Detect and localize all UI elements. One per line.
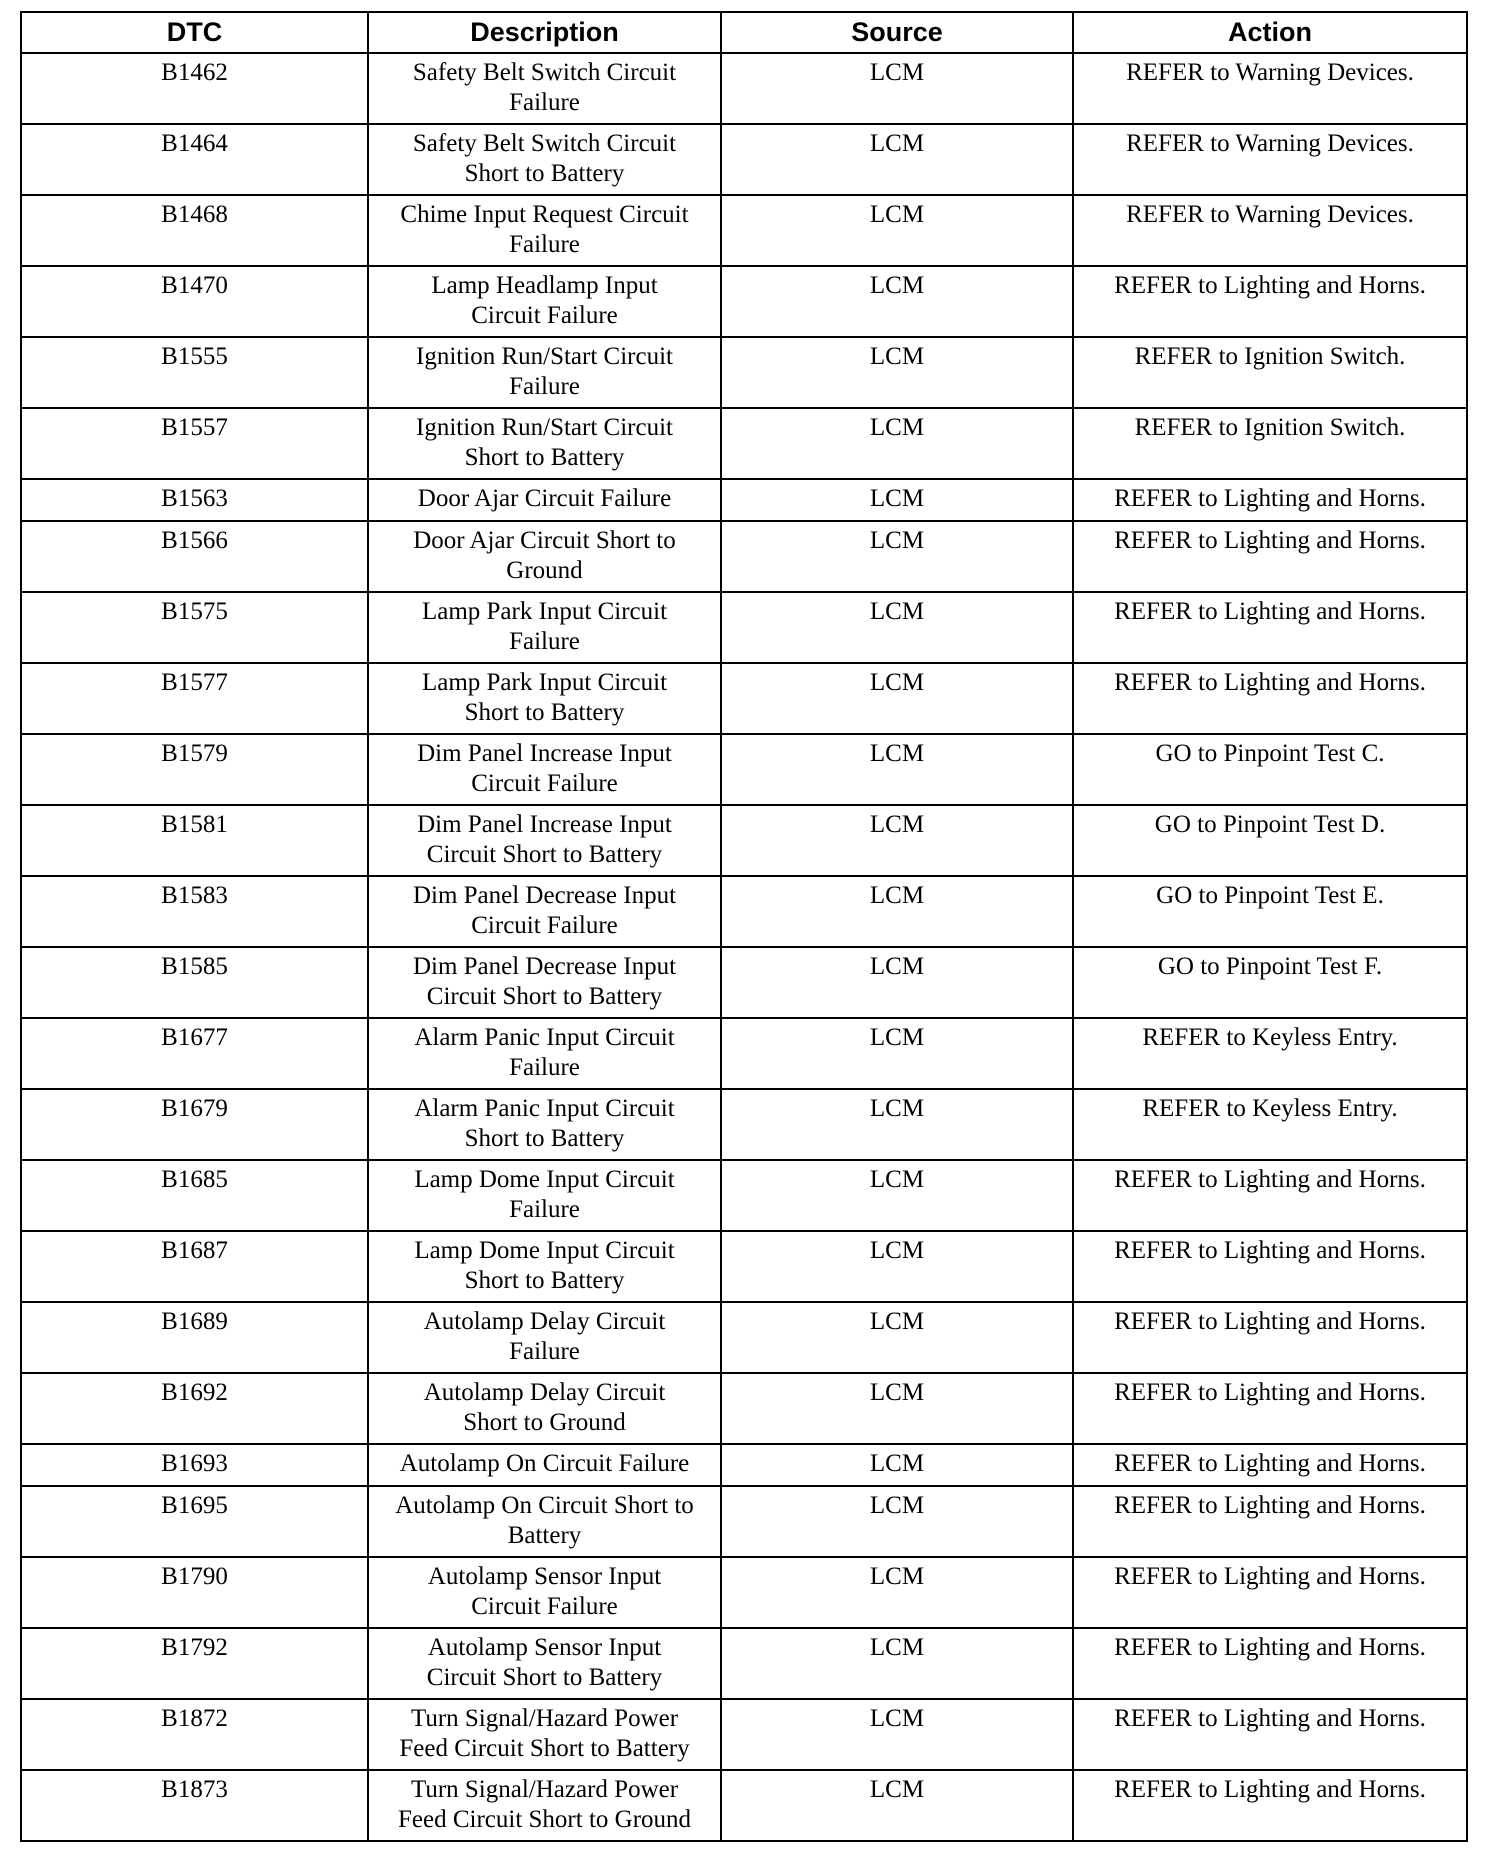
action-cell: REFER to Ignition Switch. <box>1073 337 1467 408</box>
table-row <box>21 53 1467 124</box>
table-row <box>21 1160 1467 1231</box>
source-cell: LCM <box>721 521 1073 592</box>
description-cell <box>368 124 721 195</box>
description-cell <box>368 1628 721 1699</box>
source-cell: LCM <box>721 663 1073 734</box>
action-cell: GO to Pinpoint Test E. <box>1073 876 1467 947</box>
description-line: Door Ajar Circuit Short to <box>413 527 676 554</box>
source-cell: LCM <box>721 1628 1073 1699</box>
description-line: Failure <box>509 373 580 400</box>
description-line: Lamp Dome Input Circuit <box>414 1237 675 1264</box>
action-cell: REFER to Lighting and Horns. <box>1073 521 1467 592</box>
source-cell: LCM <box>721 479 1073 521</box>
description-line: Feed Circuit Short to Ground <box>397 1806 692 1833</box>
description-line: Lamp Headlamp Input <box>431 272 658 299</box>
action-cell: REFER to Lighting and Horns. <box>1073 1302 1467 1373</box>
action-cell: REFER to Lighting and Horns. <box>1073 663 1467 734</box>
action-cell: REFER to Keyless Entry. <box>1073 1018 1467 1089</box>
description-line: Failure <box>509 628 580 655</box>
dtc-cell: B1679 <box>21 1089 368 1160</box>
description-line: Circuit Short to Battery <box>426 1664 663 1691</box>
table-row <box>21 1444 1467 1486</box>
description-line: Short to Ground <box>463 1409 626 1436</box>
description-cell <box>368 53 721 124</box>
source-cell: LCM <box>721 53 1073 124</box>
description-line: Short to Battery <box>464 444 625 471</box>
description-cell <box>368 1699 721 1770</box>
description-cell <box>368 266 721 337</box>
header-dtc: DTC <box>21 12 368 53</box>
description-line: Autolamp Delay Circuit <box>423 1379 666 1406</box>
dtc-cell: B1470 <box>21 266 368 337</box>
table-row <box>21 1628 1467 1699</box>
header-action: Action <box>1073 12 1467 53</box>
dtc-cell: B1468 <box>21 195 368 266</box>
description-line: Turn Signal/Hazard Power <box>410 1776 679 1803</box>
source-cell: LCM <box>721 1770 1073 1841</box>
description-line: Failure <box>509 89 580 116</box>
description-cell <box>368 1373 721 1444</box>
dtc-cell: B1695 <box>21 1486 368 1557</box>
description-line: Circuit Failure <box>471 302 618 329</box>
description-cell <box>368 947 721 1018</box>
description-line: Circuit Failure <box>471 912 618 939</box>
dtc-cell: B1462 <box>21 53 368 124</box>
table-row <box>21 805 1467 876</box>
description-cell <box>368 1444 721 1486</box>
action-cell: REFER to Lighting and Horns. <box>1073 1444 1467 1486</box>
description-line: Dim Panel Increase Input <box>417 811 672 838</box>
action-cell: REFER to Lighting and Horns. <box>1073 1699 1467 1770</box>
description-line: Feed Circuit Short to Battery <box>399 1735 690 1762</box>
description-line: Lamp Park Input Circuit <box>421 669 668 696</box>
description-line: Failure <box>509 231 580 258</box>
description-line: Autolamp Sensor Input <box>427 1634 662 1661</box>
dtc-cell: B1555 <box>21 337 368 408</box>
description-line: Door Ajar Circuit Failure <box>417 485 672 512</box>
description-line: Circuit Failure <box>471 770 618 797</box>
header-source: Source <box>721 12 1073 53</box>
table-row <box>21 1302 1467 1373</box>
table-row <box>21 1557 1467 1628</box>
table-row <box>21 1089 1467 1160</box>
description-line: Short to Battery <box>464 160 625 187</box>
description-line: Dim Panel Increase Input <box>417 740 672 767</box>
table-row <box>21 592 1467 663</box>
action-cell: GO to Pinpoint Test D. <box>1073 805 1467 876</box>
table-row <box>21 1018 1467 1089</box>
action-cell: REFER to Lighting and Horns. <box>1073 479 1467 521</box>
table-row <box>21 1699 1467 1770</box>
dtc-cell: B1677 <box>21 1018 368 1089</box>
dtc-cell: B1566 <box>21 521 368 592</box>
source-cell: LCM <box>721 124 1073 195</box>
description-line: Short to Battery <box>464 1267 625 1294</box>
table-row <box>21 734 1467 805</box>
action-cell: REFER to Warning Devices. <box>1073 124 1467 195</box>
table-row <box>21 1770 1467 1841</box>
action-cell: REFER to Ignition Switch. <box>1073 408 1467 479</box>
description-line: Failure <box>509 1338 580 1365</box>
source-cell: LCM <box>721 195 1073 266</box>
dtc-cell: B1687 <box>21 1231 368 1302</box>
description-cell <box>368 663 721 734</box>
source-cell: LCM <box>721 1302 1073 1373</box>
description-cell <box>368 337 721 408</box>
table-row <box>21 266 1467 337</box>
action-cell: REFER to Lighting and Horns. <box>1073 1486 1467 1557</box>
description-line: Short to Battery <box>464 699 625 726</box>
table-row <box>21 1486 1467 1557</box>
source-cell: LCM <box>721 1160 1073 1231</box>
table-row <box>21 408 1467 479</box>
description-line: Ground <box>506 557 583 584</box>
description-line: Failure <box>509 1196 580 1223</box>
description-cell <box>368 195 721 266</box>
dtc-cell: B1790 <box>21 1557 368 1628</box>
description-cell <box>368 1302 721 1373</box>
table-row <box>21 195 1467 266</box>
source-cell: LCM <box>721 734 1073 805</box>
dtc-cell: B1689 <box>21 1302 368 1373</box>
action-cell: GO to Pinpoint Test C. <box>1073 734 1467 805</box>
description-cell <box>368 408 721 479</box>
description-line: Lamp Park Input Circuit <box>421 598 668 625</box>
source-cell: LCM <box>721 1089 1073 1160</box>
description-line: Circuit Failure <box>471 1593 618 1620</box>
action-cell: REFER to Lighting and Horns. <box>1073 266 1467 337</box>
description-line: Failure <box>509 1054 580 1081</box>
description-line: Dim Panel Decrease Input <box>412 882 677 909</box>
description-line: Turn Signal/Hazard Power <box>410 1705 679 1732</box>
description-cell <box>368 1160 721 1231</box>
action-cell: REFER to Lighting and Horns. <box>1073 592 1467 663</box>
source-cell: LCM <box>721 1699 1073 1770</box>
description-line: Chime Input Request Circuit <box>400 201 689 228</box>
dtc-cell: B1581 <box>21 805 368 876</box>
table-row <box>21 1231 1467 1302</box>
description-cell <box>368 876 721 947</box>
table-row <box>21 876 1467 947</box>
source-cell: LCM <box>721 1444 1073 1486</box>
dtc-cell: B1464 <box>21 124 368 195</box>
description-line: Autolamp On Circuit Failure <box>399 1450 690 1477</box>
description-cell <box>368 1486 721 1557</box>
source-cell: LCM <box>721 1231 1073 1302</box>
source-cell: LCM <box>721 1486 1073 1557</box>
table-header <box>21 12 1467 53</box>
dtc-cell: B1585 <box>21 947 368 1018</box>
table-row <box>21 1373 1467 1444</box>
dtc-cell: B1692 <box>21 1373 368 1444</box>
action-cell: REFER to Lighting and Horns. <box>1073 1557 1467 1628</box>
action-cell: REFER to Warning Devices. <box>1073 195 1467 266</box>
header-description: Description <box>368 12 721 53</box>
source-cell: LCM <box>721 1557 1073 1628</box>
dtc-cell: B1579 <box>21 734 368 805</box>
dtc-table <box>20 11 1468 1842</box>
table-row <box>21 479 1467 521</box>
source-cell: LCM <box>721 1018 1073 1089</box>
description-line: Ignition Run/Start Circuit <box>416 414 673 441</box>
description-cell <box>368 734 721 805</box>
description-line: Autolamp Sensor Input <box>427 1563 662 1590</box>
action-cell: REFER to Keyless Entry. <box>1073 1089 1467 1160</box>
description-line: Circuit Short to Battery <box>426 841 663 868</box>
dtc-cell: B1583 <box>21 876 368 947</box>
source-cell: LCM <box>721 592 1073 663</box>
source-cell: LCM <box>721 266 1073 337</box>
description-line: Lamp Dome Input Circuit <box>414 1166 675 1193</box>
action-cell: REFER to Lighting and Horns. <box>1073 1628 1467 1699</box>
header-row <box>21 12 1467 53</box>
table-row <box>21 521 1467 592</box>
dtc-cell: B1563 <box>21 479 368 521</box>
action-cell: REFER to Lighting and Horns. <box>1073 1160 1467 1231</box>
source-cell: LCM <box>721 1373 1073 1444</box>
description-line: Autolamp Delay Circuit <box>423 1308 666 1335</box>
dtc-cell: B1873 <box>21 1770 368 1841</box>
source-cell: LCM <box>721 947 1073 1018</box>
dtc-cell: B1792 <box>21 1628 368 1699</box>
dtc-cell: B1872 <box>21 1699 368 1770</box>
dtc-cell: B1693 <box>21 1444 368 1486</box>
description-cell <box>368 592 721 663</box>
description-cell <box>368 521 721 592</box>
description-line: Alarm Panic Input Circuit <box>414 1024 675 1051</box>
table-row <box>21 663 1467 734</box>
action-cell: GO to Pinpoint Test F. <box>1073 947 1467 1018</box>
description-line: Autolamp On Circuit Short to <box>395 1492 694 1519</box>
source-cell: LCM <box>721 337 1073 408</box>
description-line: Dim Panel Decrease Input <box>412 953 677 980</box>
description-cell <box>368 805 721 876</box>
description-cell <box>368 1231 721 1302</box>
dtc-cell: B1575 <box>21 592 368 663</box>
table-body <box>21 53 1467 1841</box>
action-cell: REFER to Lighting and Horns. <box>1073 1770 1467 1841</box>
description-cell <box>368 1557 721 1628</box>
dtc-cell: B1685 <box>21 1160 368 1231</box>
table-row <box>21 947 1467 1018</box>
action-cell: REFER to Lighting and Horns. <box>1073 1373 1467 1444</box>
action-cell: REFER to Lighting and Horns. <box>1073 1231 1467 1302</box>
action-cell: REFER to Warning Devices. <box>1073 53 1467 124</box>
description-line: Safety Belt Switch Circuit <box>412 59 677 86</box>
source-cell: LCM <box>721 876 1073 947</box>
source-cell: LCM <box>721 805 1073 876</box>
dtc-cell: B1557 <box>21 408 368 479</box>
description-line: Ignition Run/Start Circuit <box>416 343 673 370</box>
description-line: Short to Battery <box>464 1125 625 1152</box>
description-line: Circuit Short to Battery <box>426 983 663 1010</box>
dtc-cell: B1577 <box>21 663 368 734</box>
description-cell <box>368 1770 721 1841</box>
table-row <box>21 124 1467 195</box>
description-cell <box>368 1018 721 1089</box>
source-cell: LCM <box>721 408 1073 479</box>
table-row <box>21 337 1467 408</box>
description-line: Safety Belt Switch Circuit <box>412 130 677 157</box>
description-cell <box>368 1089 721 1160</box>
description-line: Battery <box>507 1522 582 1549</box>
description-cell <box>368 479 721 521</box>
description-line: Alarm Panic Input Circuit <box>414 1095 675 1122</box>
